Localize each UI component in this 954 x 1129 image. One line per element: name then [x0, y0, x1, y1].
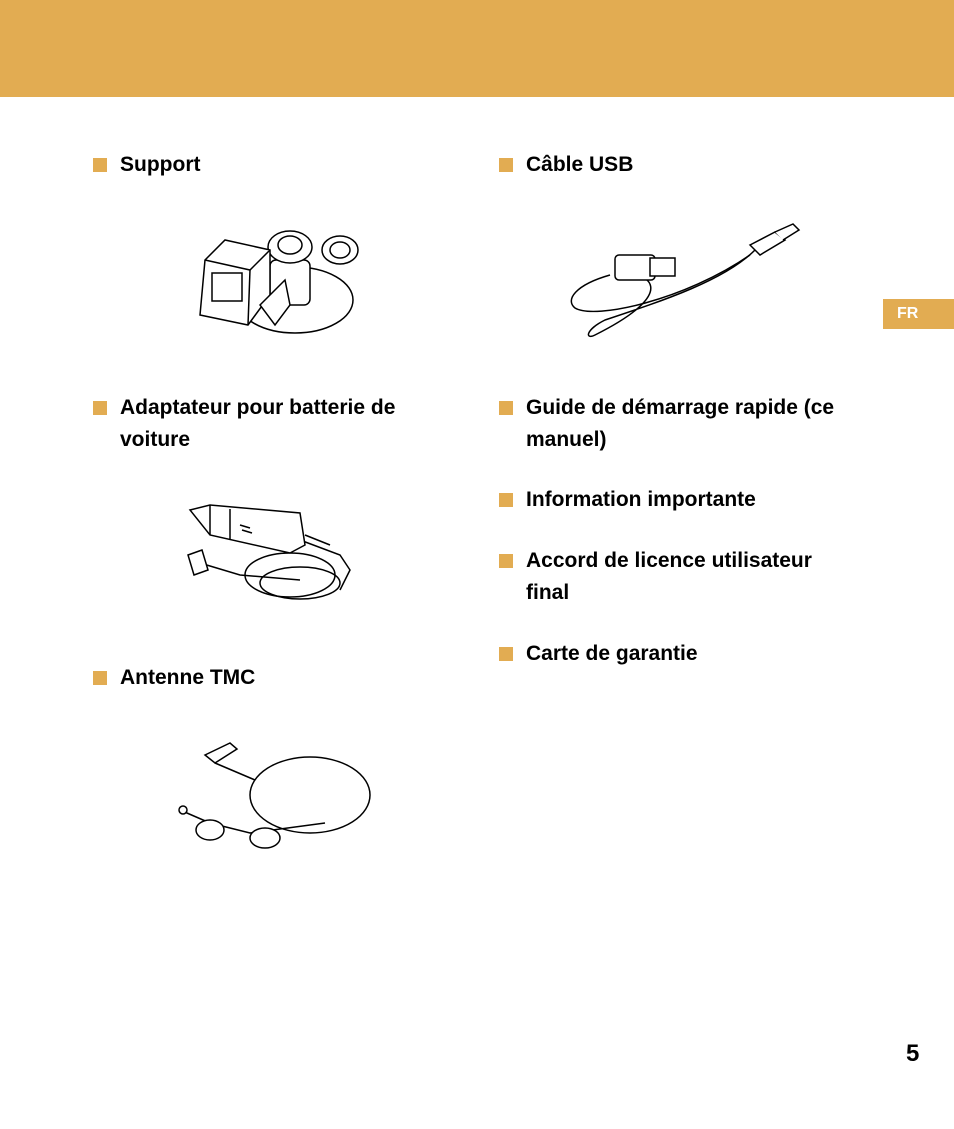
- square-bullet-icon: [499, 158, 513, 172]
- usb-cable-illustration: [565, 220, 810, 345]
- support-mount-illustration: [190, 225, 370, 340]
- page-number: 5: [906, 1040, 920, 1067]
- square-bullet-icon: [499, 493, 513, 507]
- item-label: Antenne TMC: [120, 666, 256, 689]
- item-tmc-antenna: [93, 668, 443, 694]
- square-bullet-icon: [499, 647, 513, 661]
- square-bullet-icon: [93, 401, 107, 415]
- item-car-battery-adapter: [93, 398, 443, 456]
- tmc-antenna-illustration: [175, 735, 375, 855]
- item-label: Support: [120, 153, 201, 176]
- square-bullet-icon: [499, 401, 513, 415]
- item-important-information: [499, 490, 849, 516]
- item-license-agreement: [499, 551, 849, 609]
- item-label: Information importante: [526, 488, 756, 511]
- car-adapter-illustration: [180, 495, 360, 610]
- square-bullet-icon: [93, 158, 107, 172]
- item-label: Guide de démarrage rapide (ce manuel): [526, 396, 835, 451]
- item-label: Adaptateur pour batterie de voiture: [120, 396, 396, 451]
- item-usb-cable: [499, 155, 849, 181]
- language-tab: FR: [883, 299, 954, 329]
- item-quick-start-guide: [499, 398, 849, 456]
- item-label: Câble USB: [526, 153, 634, 176]
- item-label: Accord de licence utilisateur final: [526, 549, 812, 604]
- item-warranty-card: [499, 644, 849, 670]
- item-label: Carte de garantie: [526, 642, 698, 665]
- square-bullet-icon: [93, 671, 107, 685]
- square-bullet-icon: [499, 554, 513, 568]
- header-band: [0, 0, 954, 97]
- item-support: [93, 155, 443, 181]
